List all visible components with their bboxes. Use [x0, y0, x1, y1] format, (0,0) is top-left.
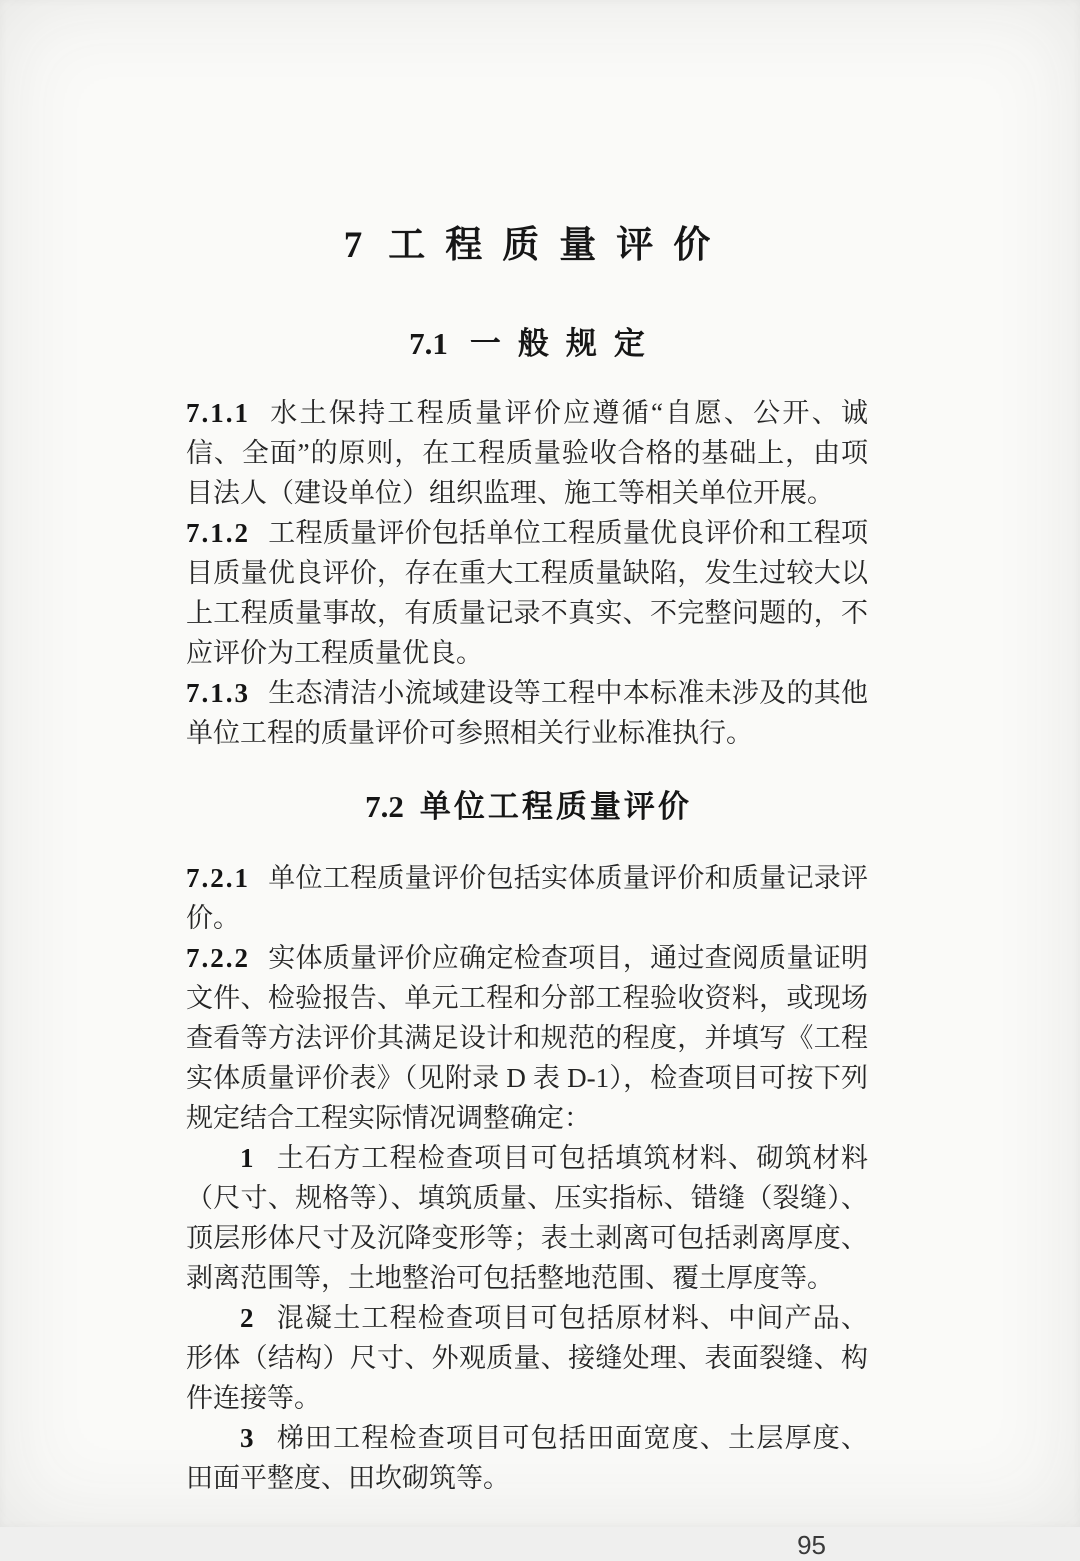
sub-item-text: 混凝土工程检查项目可包括原材料、中间产品、形体（结构）尺寸、外观质量、接缝处理、表面裂缝、构件连接等。 [186, 1303, 868, 1413]
sub-item-3 [186, 1418, 868, 1498]
sub-item-number: 2 [240, 1303, 254, 1333]
clause-text: 水土保持工程质量评价应遵循“自愿、公开、诚信、全面”的原则，在工程质量验收合格的基础上，由项目法人（建设单位）组织监理、施工等相关单位开展。 [186, 398, 868, 508]
clause-7-1-3 [186, 673, 868, 753]
sub-item-text: 梯田工程检查项目可包括田面宽度、土层厚度、田面平整度、田坎砌筑等。 [186, 1423, 868, 1493]
clause-label: 7.1.1 [186, 398, 250, 428]
clause-text: 实体质量评价应确定检查项目，通过查阅质量证明文件、检验报告、单元工程和分部工程验收资料，或现场查看等方法评价其满足设计和规范的程度，并填写《工程实体质量评价表》（见附录 D 表 D-1），检查项目可按下列规定结合工程实际情况调整确定： [186, 943, 868, 1133]
clause-7-1-1 [186, 393, 868, 513]
clause-7-2-1 [186, 858, 868, 938]
section-heading-7-1 [186, 318, 868, 363]
sub-item-2 [186, 1298, 868, 1418]
clause-7-2-2 [186, 938, 868, 1138]
sub-item-number: 1 [240, 1143, 254, 1173]
sub-item-text: 土石方工程检查项目可包括填筑材料、砌筑材料（尺寸、规格等）、填筑质量、压实指标、错缝（裂缝）、顶层形体尺寸及沉降变形等；表土剥离可包括剥离厚度、剥离范围等，土地整治可包括整地范围、覆土厚度等。 [186, 1143, 868, 1293]
clause-label: 7.2.1 [186, 863, 250, 893]
chapter-title: 工程质量评价 [388, 225, 731, 266]
clause-label: 7.1.3 [186, 678, 250, 708]
page-number: 95 [797, 1530, 826, 1560]
section-number: 7.1 [409, 326, 448, 361]
sub-item-number: 3 [240, 1423, 254, 1453]
section-number: 7.2 [365, 789, 404, 824]
clause-label: 7.2.2 [186, 943, 250, 973]
section-heading-7-2 [186, 781, 868, 826]
chapter-number: 7 [343, 225, 363, 266]
section-title: 单位工程质量评价 [419, 789, 692, 824]
clause-text: 工程质量评价包括单位工程质量优良评价和工程项目质量优良评价，存在重大工程质量缺陷，发生过较大以上工程质量事故，有质量记录不真实、不完整问题的，不应评价为工程质量优良。 [186, 518, 868, 668]
clause-text: 单位工程质量评价包括实体质量评价和质量记录评价。 [186, 863, 868, 933]
chapter-heading [186, 214, 868, 268]
clause-text: 生态清洁小流域建设等工程中本标准未涉及的其他单位工程的质量评价可参照相关行业标准执行。 [186, 678, 868, 748]
clause-7-1-2 [186, 513, 868, 673]
page-content [186, 0, 868, 1561]
clause-label: 7.1.2 [186, 518, 250, 548]
sub-item-1 [186, 1138, 868, 1298]
section-title: 一般规定 [469, 326, 662, 361]
